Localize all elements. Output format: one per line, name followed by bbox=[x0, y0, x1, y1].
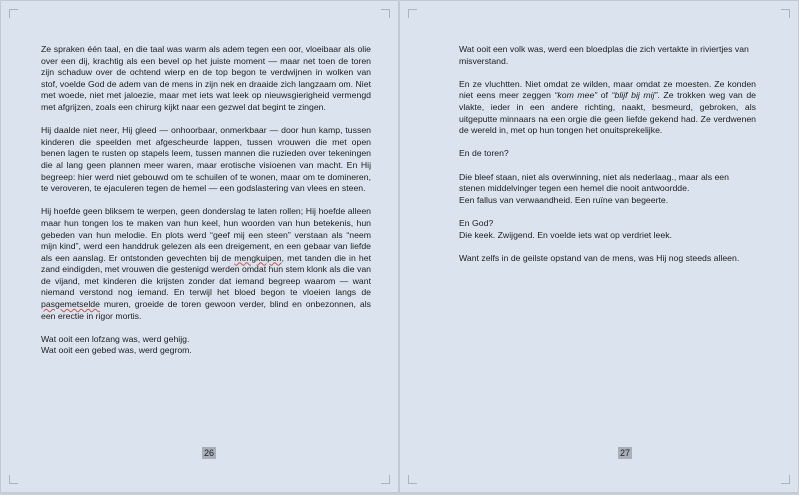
left-page bbox=[1, 1, 398, 492]
crop-mark bbox=[9, 475, 18, 484]
text-line: Want zelfs in de geilste opstand van de mens, was Hij nog steeds alleen. bbox=[459, 252, 740, 263]
left-page-text[interactable] bbox=[41, 44, 371, 369]
paragraph-text: Ze spraken één taal, en die taal was warm als adem tegen een oor, vloeibaar als olie over een dij, krachtig als een bevel op het juiste moment — maar net toen de toren zijn schaduw over de ochtend wierp en de top begon te verdwijnen in wolken van stof, voelde God de adem van de mens in zijn nek en draaide zich langzaam om. Niet met woede, niet met jaloezie, maar met iets wat leek op nieuwsgierigheid vermengd met afgrijzen, zoals een chirurg kijkt naar een gezwel dat begint te zingen. bbox=[41, 44, 371, 112]
paragraph bbox=[459, 253, 756, 265]
paragraph bbox=[459, 79, 756, 137]
crop-mark bbox=[381, 9, 390, 18]
spellcheck-flagged-word[interactable]: pasgemetselde bbox=[41, 299, 100, 310]
paragraph-text: Hij hoefde geen bliksem te werpen, geen donderslag te laten rollen; Hij hoefde alleen maar hun tongen los te maken van hun keel, hun woorden van hun betekenis, hun gebeden van hun melodie. En plots werd “geef mij een steen” verstaan als “neem mijn kind”, werd een handdruk gelezen als een dreigement, en een gebaar van liefde als een aanslag. Er ontstonden gevechten bij de bbox=[41, 206, 371, 263]
page-number: 26 bbox=[204, 448, 215, 458]
paragraph-text: of bbox=[597, 90, 612, 101]
text-line: Wat ooit een lofzang was, werd gehijg. bbox=[41, 333, 190, 344]
spellcheck-flagged-word[interactable]: mengkuipen bbox=[234, 252, 282, 263]
text-line: Die keek. Zwijgend. En voelde iets wat op verdriet leek. bbox=[459, 229, 672, 240]
crop-mark bbox=[781, 9, 790, 18]
paragraph bbox=[459, 148, 756, 160]
text-line: Die bleef staan, niet als overwinning, niet als nederlaag., maar als een stenen middelvinger tegen een hemel die nooit antwoordde. bbox=[459, 171, 729, 194]
crop-mark bbox=[381, 475, 390, 484]
right-page-text[interactable] bbox=[459, 44, 756, 276]
paragraph bbox=[41, 334, 371, 357]
crop-mark bbox=[9, 9, 18, 18]
text-line: En de toren? bbox=[459, 148, 509, 159]
paragraph bbox=[41, 44, 371, 114]
paragraph bbox=[41, 206, 371, 322]
paragraph bbox=[459, 172, 756, 207]
paragraph-text: Hij daalde niet neer, Hij gleed — onhoorbaar, onmerkbaar — door hun kamp, tussen kinderen die speelden met afgescheurde lappen, tussen vrouwen die met open benen lagen te rusten op stapels leem, tussen mannen die ruzieden over tekeningen die al lang geen plannen meer waren, maar erotische visioenen van macht. En Hij begreep: hier werd niet gebouwd om te schuilen of te wonen, maar om te domineren, te veroveren, te ejaculeren tegen de hemel — een godslastering van vlees en steen. bbox=[41, 125, 371, 194]
paragraph-text: , met tanden die in het zand eindigden, met vrouwen die gestenigd werden omdat hun stem klonk als die van de vijand, met kinderen die krijsten zonder dat iemand begreep waarom — want niemand verstond nog iemand. En terwijl het bloed begon te vloeien langs de bbox=[41, 252, 371, 298]
paragraph-text: . Ze trokken weg van de vlakte, ieder in een andere richting, naakt, besmeurd, gebroken, als uitgeputte minnaars na een orgie die geen liefde gekend had. Ze verdwenen de wereld in, met op hun tongen het onuitsprekelijke. bbox=[459, 90, 757, 136]
text-line: Een fallus van verwaandheid. Een ruïne van begeerte. bbox=[459, 194, 669, 205]
paragraph bbox=[459, 44, 756, 67]
text-line: Wat ooit een gebed was, werd gegrom. bbox=[41, 345, 192, 356]
paragraph bbox=[459, 218, 756, 241]
crop-mark bbox=[408, 9, 417, 18]
page-number: 27 bbox=[620, 448, 631, 458]
paragraph bbox=[41, 125, 371, 195]
book-spread bbox=[1, 1, 798, 492]
crop-mark bbox=[408, 475, 417, 484]
paragraph-text: En ze vluchtten. Niet omdat ze wilden, maar omdat ze moesten. Ze konden niet eens meer zeggen bbox=[459, 78, 756, 101]
text-line: En God? bbox=[459, 217, 494, 228]
italic-phrase: “blijf bij mij” bbox=[611, 90, 658, 101]
paragraph-text: muren, groeide de toren gewoon verder, blind en onbezonnen, als een erectie in rigor mortis. bbox=[41, 299, 371, 321]
crop-mark bbox=[781, 475, 790, 484]
italic-phrase: “kom mee” bbox=[554, 90, 598, 101]
right-page bbox=[400, 1, 798, 492]
paragraph-text: Wat ooit een volk was, werd een bloedplas die zich vertakte in riviertjes van misverstand. bbox=[459, 44, 749, 66]
